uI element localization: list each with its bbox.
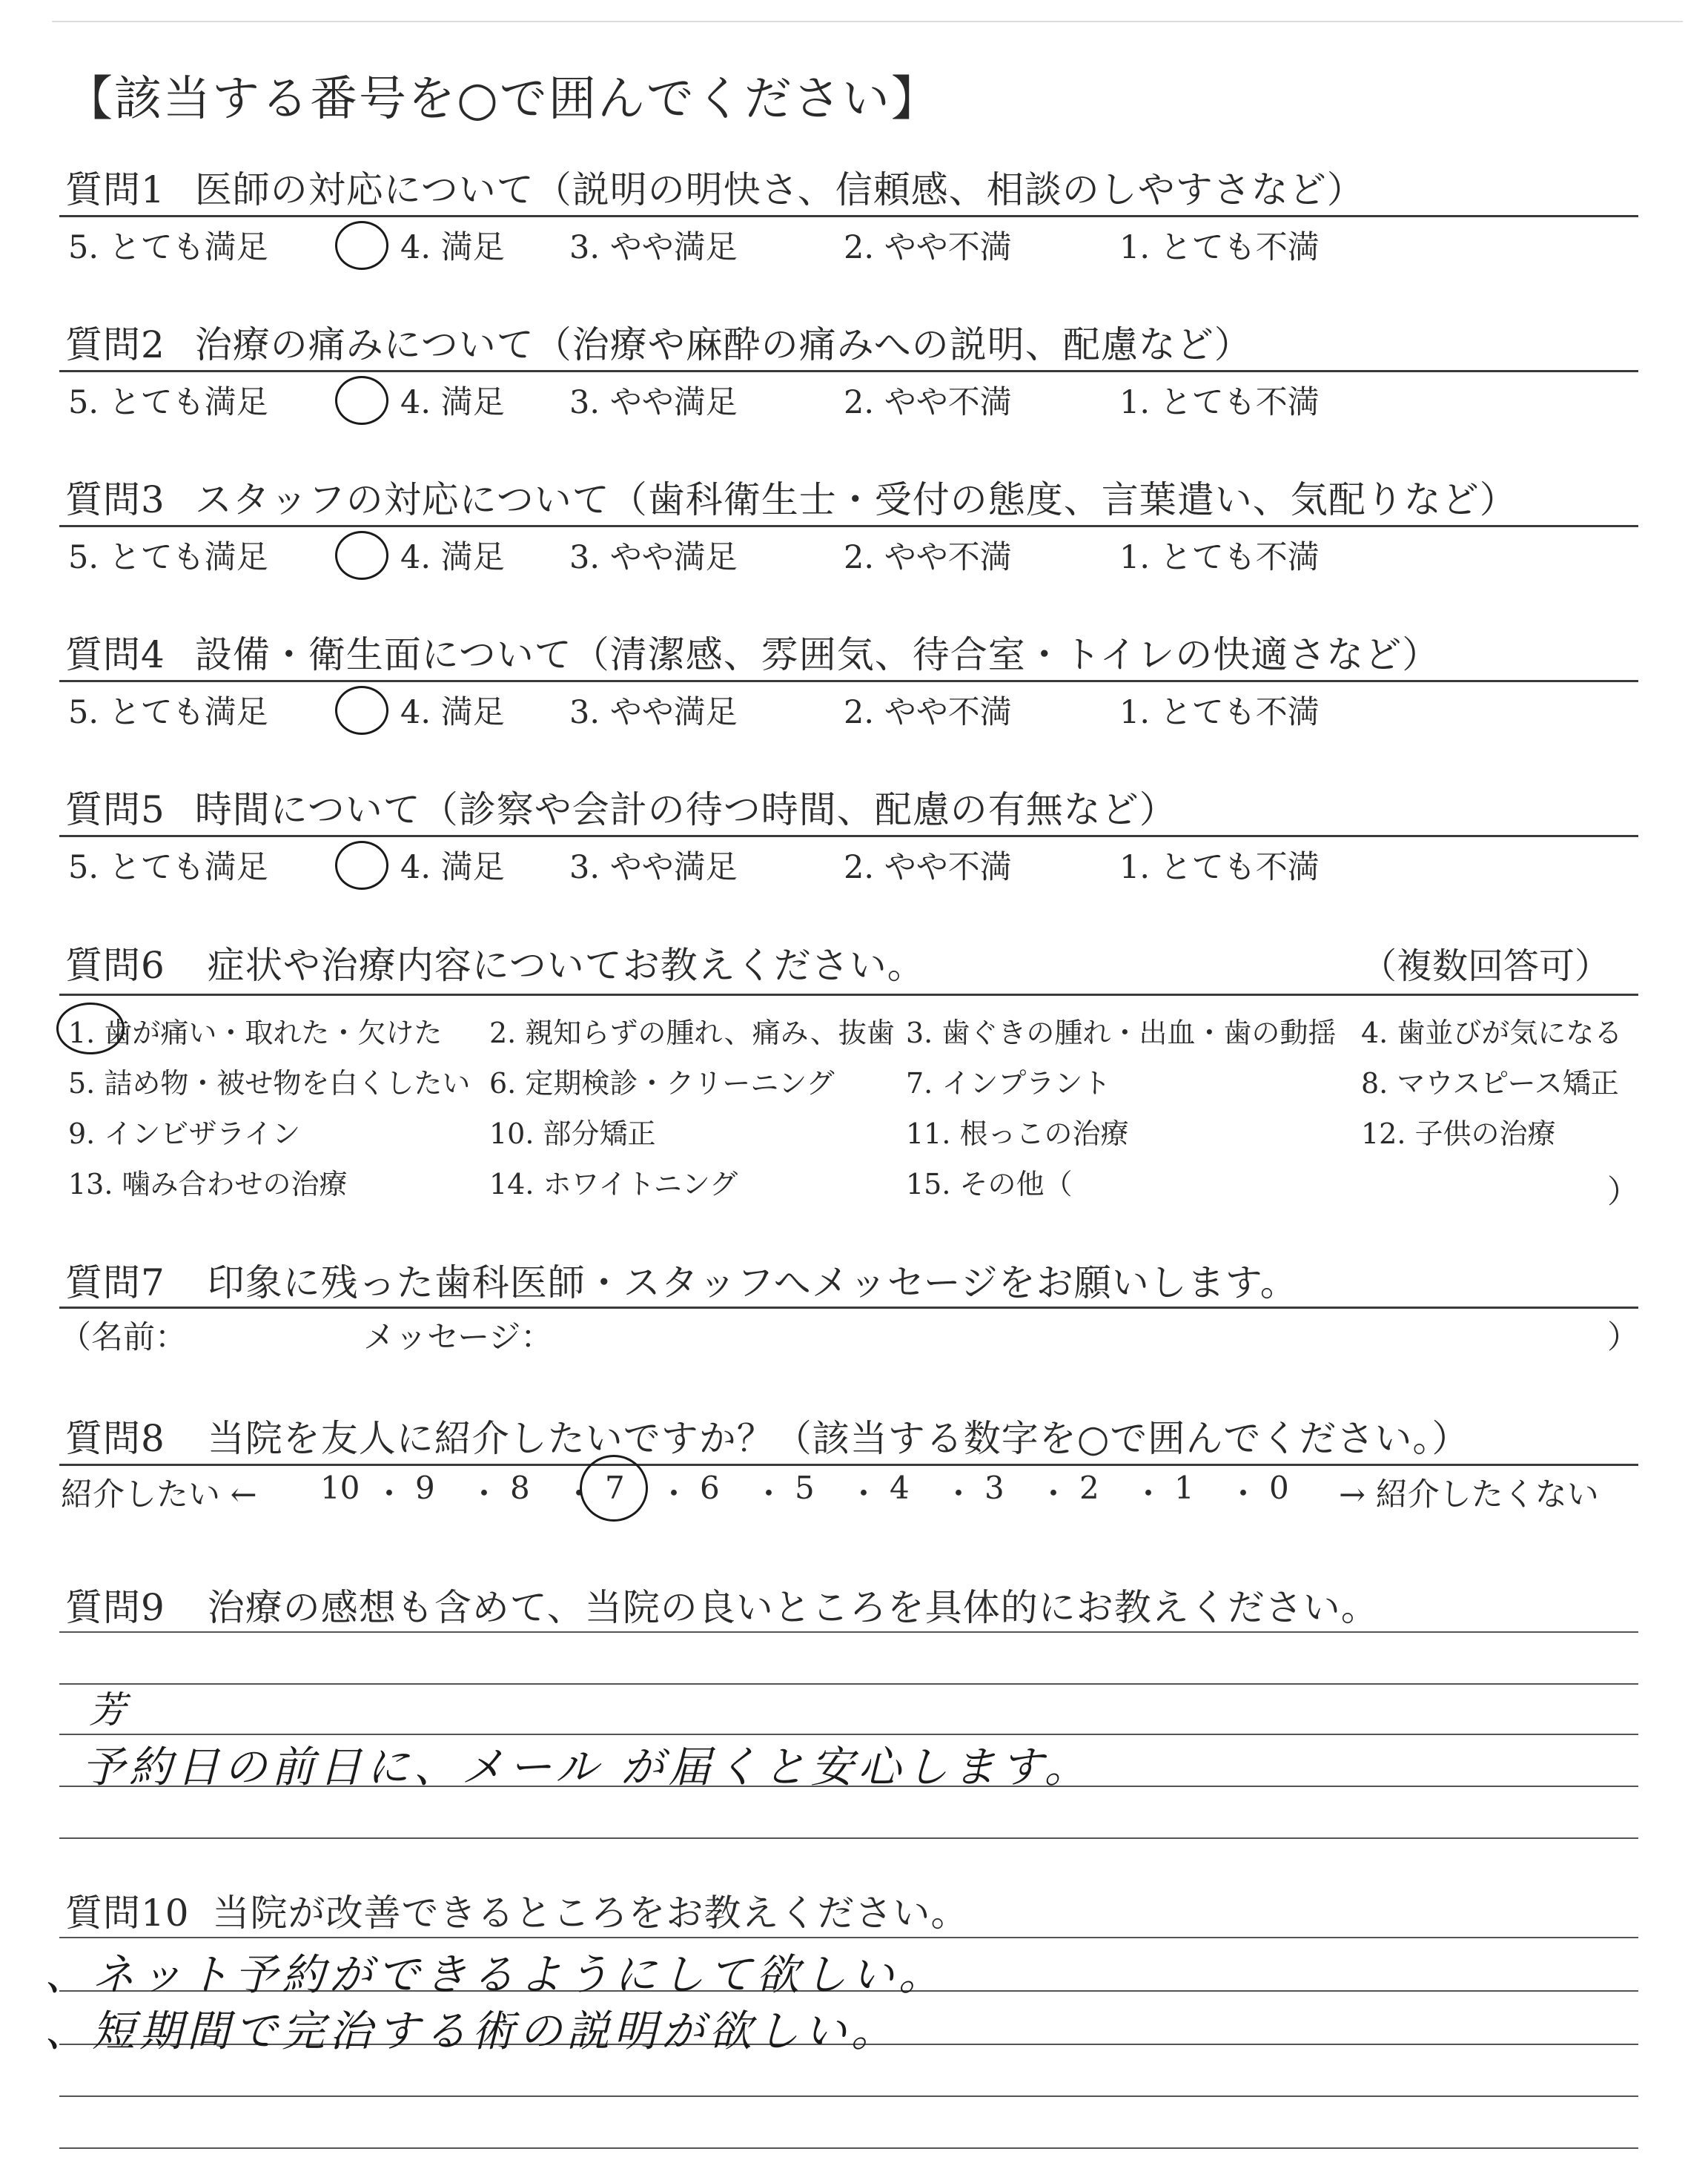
multiple-answer-note: （複数回答可） [1361,945,1611,987]
handwritten-answer-2: 、短期間で完治する術の説明が欲しい。 [44,2006,899,2056]
rating-option-1[interactable]: 1. とても不満 [1119,539,1320,576]
question-label [65,936,925,989]
underline [59,1307,1638,1309]
underline [59,215,1638,217]
rating-option-3[interactable]: 3. やや満足 [569,229,738,266]
top-border [52,21,1683,22]
question-text: 症状や治療内容についてお教えください。 [207,944,925,987]
rating-option-5[interactable]: 5. とても満足 [68,384,268,421]
underline [59,525,1638,527]
question-text: 設備・衛生面について（清潔感、雰囲気、待合室・トイレの快適さなど） [194,633,1440,676]
question-label [65,160,1365,214]
rating-option-5[interactable]: 5. とても満足 [68,849,268,886]
question-number: 質問8 [65,1417,165,1460]
page-title: 【該当する番号を○で囲んでください】 [65,72,940,127]
symptom-option-15[interactable]: 15. その他（ [906,1168,1073,1200]
selected-circle-mark [580,1455,648,1522]
rating-option-1[interactable]: 1. とても不満 [1119,229,1320,266]
symptom-option-12[interactable]: 12. 子供の治療 [1361,1117,1556,1150]
rating-option-2[interactable]: 2. やや不満 [844,229,1012,266]
scale-number-6[interactable]: 6 [700,1470,720,1506]
question-label [65,780,1177,833]
separator-dot: ・ [1038,1476,1070,1512]
symptom-option-4[interactable]: 4. 歯並びが気になる [1361,1017,1623,1049]
recommend-label: 紹介したい ← [61,1476,257,1513]
question-number: 質問3 [65,478,165,521]
question-text: スタッフの対応について（歯科衛生士・受付の態度、言葉遣い、気配りなど） [194,478,1517,521]
separator-dot: ・ [753,1476,785,1512]
question-text: 治療の痛みについて（治療や麻酔の痛みへの説明、配慮など） [194,323,1252,366]
close-paren: ） [1607,1174,1639,1211]
question-number: 質問6 [65,944,165,987]
rating-option-3[interactable]: 3. やや満足 [569,384,738,421]
rating-option-2[interactable]: 2. やや不満 [844,694,1012,731]
symptom-option-8[interactable]: 8. マウスピース矯正 [1361,1067,1619,1100]
rating-option-2[interactable]: 2. やや不満 [844,539,1012,576]
rating-option-1[interactable]: 1. とても不満 [1119,694,1320,731]
question-text: 治療の感想も含めて、当院の良いところを具体的にお教えください。 [207,1586,1379,1629]
scale-number-9[interactable]: 9 [415,1470,435,1506]
rating-option-2[interactable]: 2. やや不満 [844,384,1012,421]
scale-number-4[interactable]: 4 [890,1470,910,1506]
rating-option-4[interactable]: 4. 満足 [400,849,505,886]
scale-number-8[interactable]: 8 [510,1470,530,1506]
scale-number-0[interactable]: 0 [1269,1470,1289,1506]
rating-option-3[interactable]: 3. やや満足 [569,694,738,731]
symptom-option-2[interactable]: 2. 親知らずの腫れ、痛み、抜歯 [489,1017,895,1049]
scale-number-3[interactable]: 3 [984,1470,1004,1506]
separator-dot: ・ [1133,1476,1165,1512]
rating-option-4[interactable]: 4. 満足 [400,384,505,421]
question-text: 当院が改善できるところをお教えください。 [212,1892,969,1935]
separator-dot: ・ [848,1476,880,1512]
question-label [65,1883,969,1937]
question-label [65,1253,1298,1307]
question-label [65,1409,1469,1462]
rating-option-3[interactable]: 3. やや満足 [569,539,738,576]
rating-option-4[interactable]: 4. 満足 [400,694,505,731]
separator-dot: ・ [563,1476,595,1512]
symptom-option-14[interactable]: 14. ホワイトニング [489,1168,738,1200]
question-text: 医師の対応について（説明の明快さ、信頼感、相談のしやすさなど） [194,168,1365,211]
answer-line [59,1631,1638,1633]
underline [59,370,1638,372]
question-number: 質問1 [65,168,165,211]
answer-line [59,2095,1638,2097]
question-number: 質問4 [65,633,165,676]
selected-circle-mark [335,376,388,425]
rating-option-5[interactable]: 5. とても満足 [68,539,268,576]
answer-line [59,1837,1638,1839]
question-label [65,625,1440,678]
question-number: 質問9 [65,1586,165,1629]
answer-line [59,2147,1638,2149]
not-recommend-label: → 紹介したくない [1339,1476,1599,1513]
symptom-option-1[interactable]: 1. 歯が痛い・取れた・欠けた [68,1017,443,1049]
handwritten-answer: 予約日の前日に、メール が届くと安心します。 [82,1742,1092,1792]
selected-circle-mark [335,686,388,735]
symptom-option-3[interactable]: 3. 歯ぐきの腫れ・出血・歯の動揺 [906,1017,1337,1049]
question-text: 当院を友人に紹介したいですか？（該当する数字を○で囲んでください。） [207,1417,1470,1460]
symptom-option-6[interactable]: 6. 定期検診・クリーニング [489,1067,835,1100]
rating-option-1[interactable]: 1. とても不満 [1119,849,1320,886]
scale-number-1[interactable]: 1 [1174,1470,1194,1506]
rating-option-2[interactable]: 2. やや不満 [844,849,1012,886]
rating-option-4[interactable]: 4. 満足 [400,229,505,266]
question-number: 質問7 [65,1261,165,1304]
separator-dot: ・ [469,1476,500,1512]
selected-circle-mark [335,841,388,890]
answer-line [59,1683,1638,1685]
symptom-option-13[interactable]: 13. 噛み合わせの治療 [68,1168,348,1200]
rating-option-1[interactable]: 1. とても不満 [1119,384,1320,421]
rating-option-5[interactable]: 5. とても満足 [68,694,268,731]
question-label [65,470,1517,524]
scale-number-5[interactable]: 5 [795,1470,815,1506]
rating-option-5[interactable]: 5. とても満足 [68,229,268,266]
separator-dot: ・ [943,1476,975,1512]
question-label [65,315,1252,369]
symptom-option-5[interactable]: 5. 詰め物・被せ物を白くしたい [68,1067,471,1100]
underline [59,680,1638,682]
name-field-label[interactable]: （名前： [59,1319,187,1356]
symptom-option-10[interactable]: 10. 部分矯正 [489,1117,656,1150]
handwritten-answer-1: 、ネット予約ができるようにして欲しい。 [44,1949,947,2000]
underline [59,994,1638,996]
question-number: 質問5 [65,788,165,831]
scale-number-10[interactable]: 10 [320,1470,360,1506]
question-text: 印象に残った歯科医師・スタッフへメッセージをお願いします。 [207,1261,1298,1304]
underline [59,835,1638,837]
rating-option-4[interactable]: 4. 満足 [400,539,505,576]
separator-dot: ・ [658,1476,690,1512]
separator-dot: ・ [1228,1476,1260,1512]
symptom-option-9[interactable]: 9. インビザライン [68,1117,301,1150]
question-label [65,1578,1379,1631]
handwritten-note: 芳 [89,1688,130,1731]
answer-line [59,1937,1638,1938]
question-text: 時間について（診察や会計の待つ時間、配慮の有無など） [194,788,1177,831]
question-number: 質問10 [65,1892,190,1935]
rating-option-3[interactable]: 3. やや満足 [569,849,738,886]
underline [59,1464,1638,1466]
symptom-option-11[interactable]: 11. 根っこの治療 [906,1117,1129,1150]
selected-circle-mark [335,531,388,580]
scale-number-2[interactable]: 2 [1079,1470,1099,1506]
close-paren: ） [1607,1319,1639,1356]
selected-circle-mark [56,1003,125,1054]
symptom-option-7[interactable]: 7. インプラント [906,1067,1111,1100]
message-field-label[interactable]: メッセージ： [363,1319,553,1356]
scale-number-7[interactable]: 7 [605,1470,625,1506]
separator-dot: ・ [374,1476,406,1512]
question-number: 質問2 [65,323,165,366]
selected-circle-mark [335,221,388,270]
